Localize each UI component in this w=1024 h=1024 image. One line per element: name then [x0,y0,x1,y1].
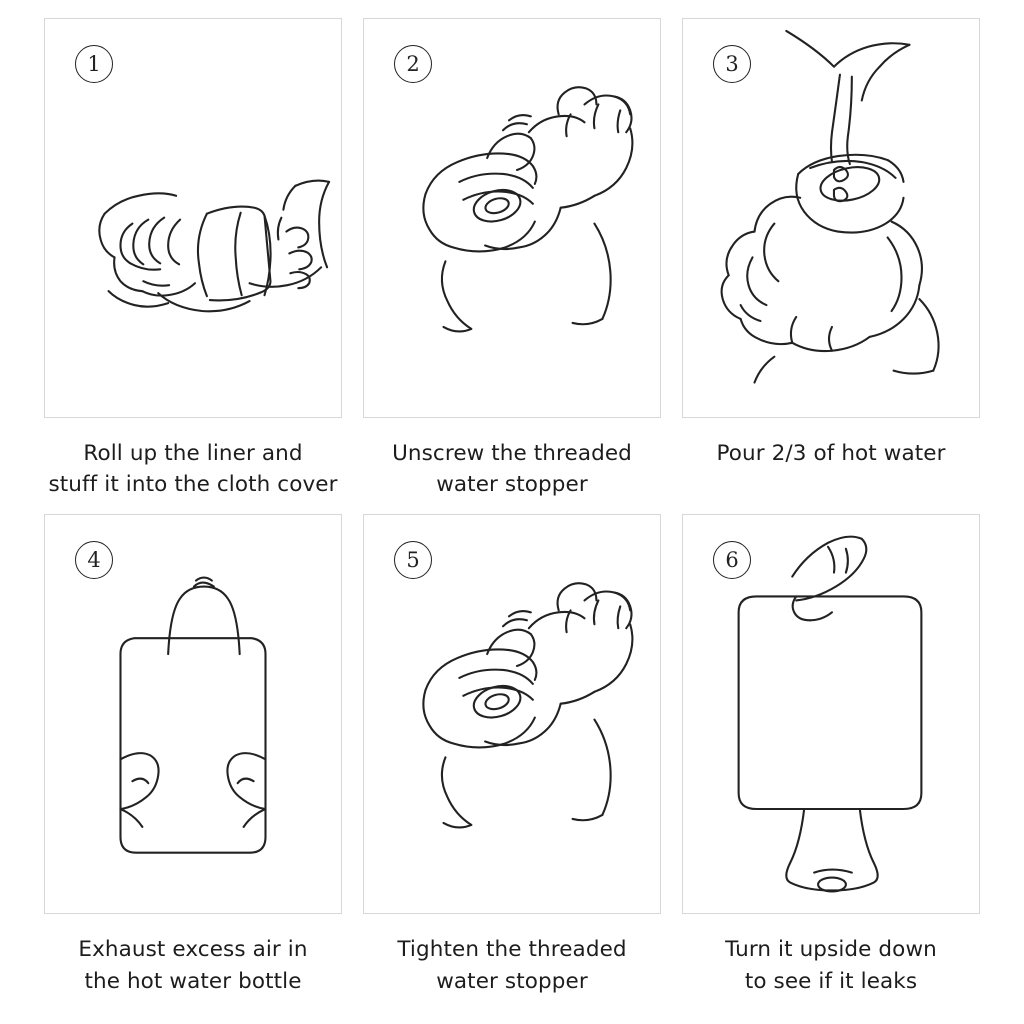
illustration-panel-6 [682,514,980,914]
instruction-step-4 [44,514,342,996]
step-caption-5-line2: water stopper [436,968,588,994]
step-caption-4 [78,934,307,996]
instruction-step-6 [682,514,980,996]
step-number-4: 4 [75,541,113,579]
step-caption-2-line2: water stopper [436,472,588,498]
step-caption-6 [725,934,937,996]
instruction-step-2 [363,18,661,500]
step-number-1: 1 [75,45,113,83]
step-caption-2 [392,438,632,500]
step-number-6: 6 [713,541,751,579]
step-caption-3-line1: Pour 2/3 of hot water [716,441,946,466]
art-hands-stuffing-liner [45,19,341,416]
step-caption-3 [716,438,945,500]
step-number-5: 5 [394,541,432,579]
step-caption-2-line1: Unscrew the threaded [392,441,632,466]
illustration-panel-3 [682,18,980,418]
step-caption-6-line1: Turn it upside down [725,937,937,963]
step-caption-4-line2: the hot water bottle [84,968,302,994]
step-number-2: 2 [394,45,432,83]
step-caption-1 [48,438,337,500]
instruction-row-top [44,18,980,500]
instruction-row-bottom [44,514,980,996]
step-caption-4-line1: Exhaust excess air in [78,937,308,963]
art-hand-unscrewing-stopper [364,19,660,416]
step-caption-1-line2: stuff it into the cloth cover [48,472,338,498]
art-hand-tightening-stopper [364,515,660,912]
step-caption-5-line1: Tighten the threaded [397,937,627,963]
illustration-panel-4 [44,514,342,914]
art-bottle-upside-down-leak-check [683,515,979,912]
art-pouring-hot-water [683,19,979,416]
illustration-panel-5 [363,514,661,914]
step-caption-5 [397,934,626,996]
instruction-step-5 [363,514,661,996]
art-exhaust-air-from-bottle [45,515,341,912]
illustration-panel-1 [44,18,342,418]
instruction-step-1 [44,18,342,500]
illustration-panel-2 [363,18,661,418]
instruction-step-3 [682,18,980,500]
step-caption-6-line2: to see if it leaks [744,968,918,994]
step-caption-1-line1: Roll up the liner and [83,441,303,466]
step-number-3: 3 [713,45,751,83]
